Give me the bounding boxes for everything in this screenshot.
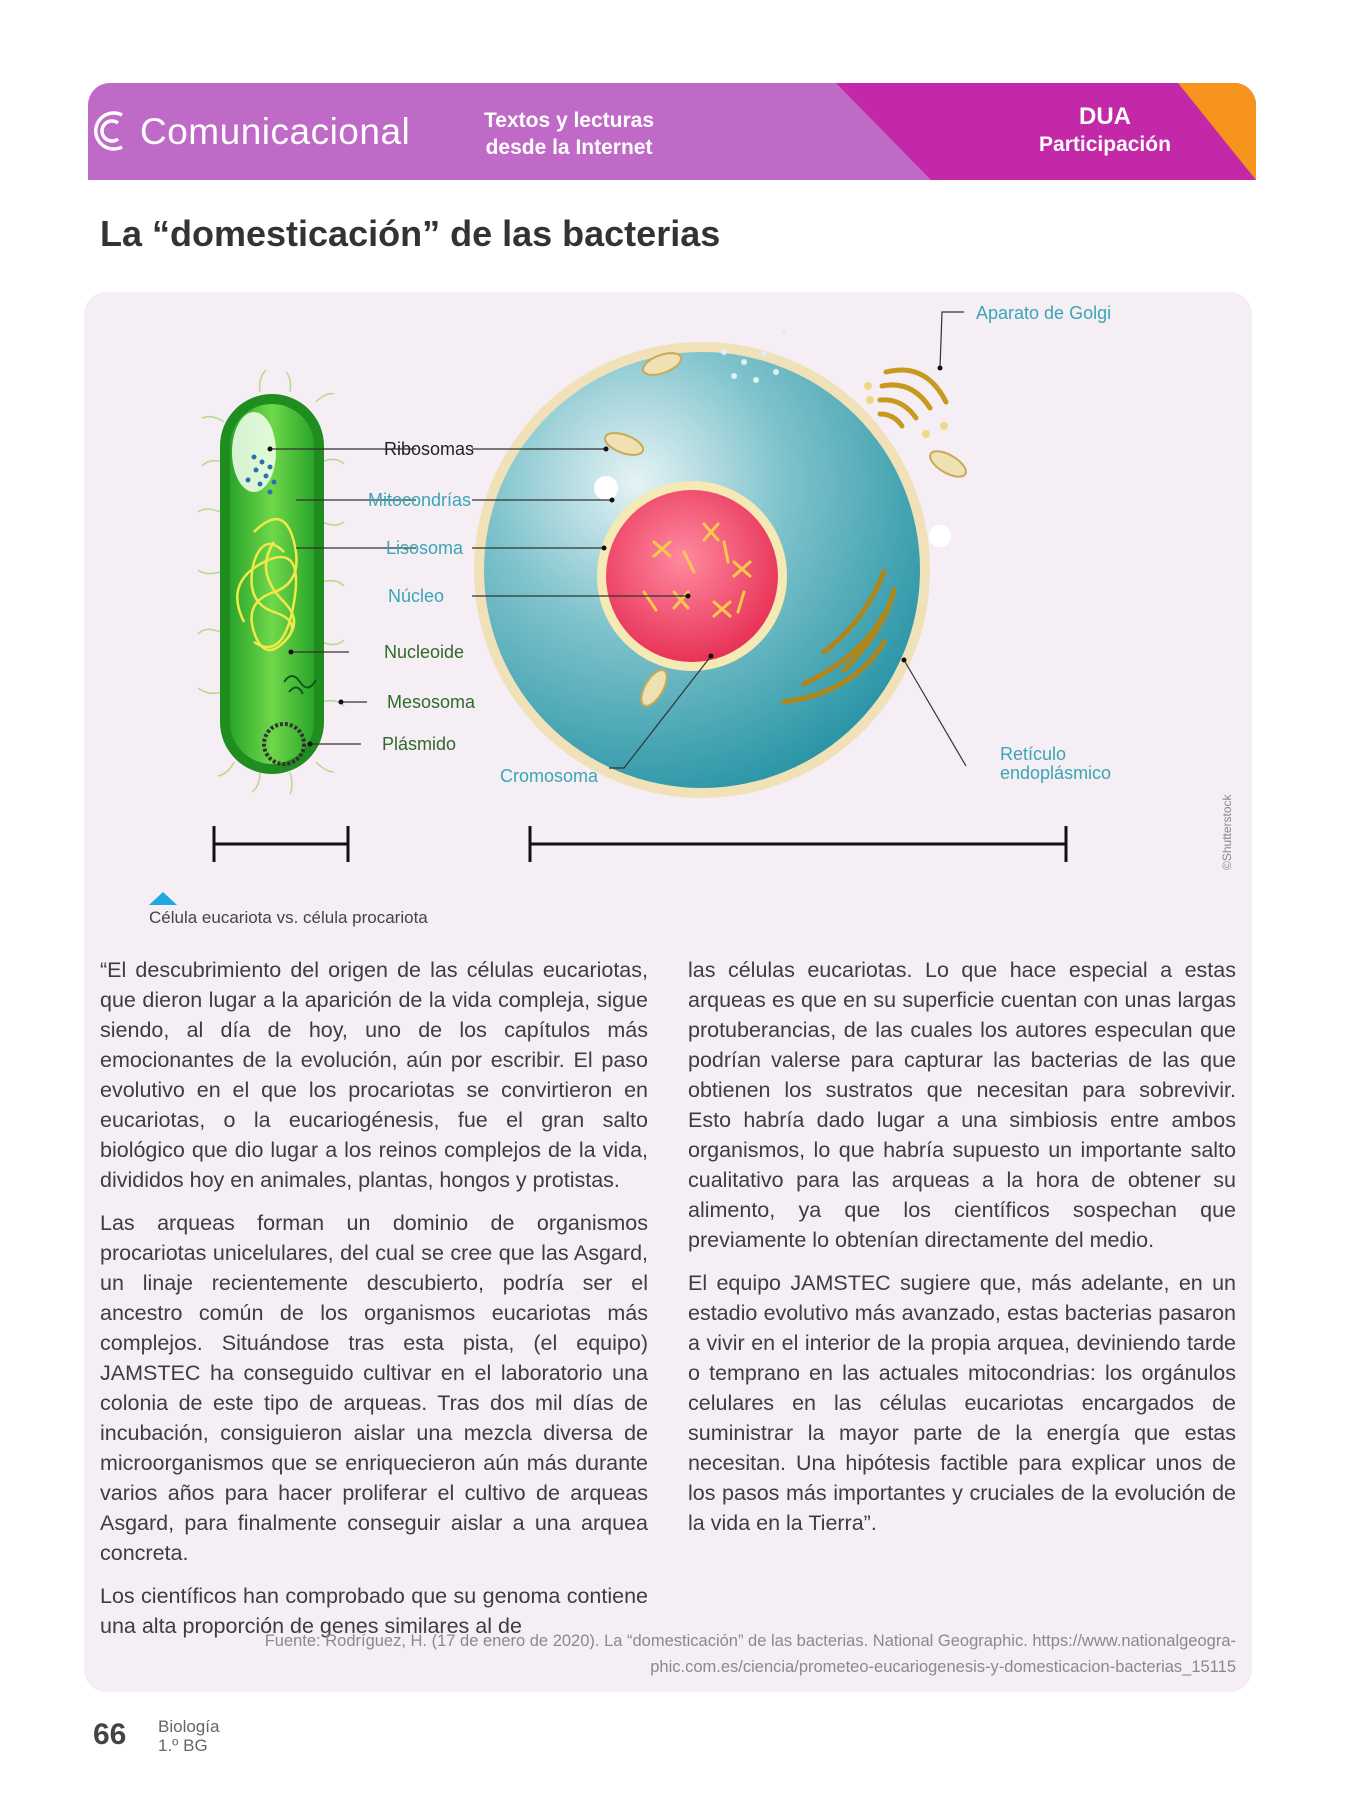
scale-bars: [214, 826, 1066, 862]
golgi-apparatus: [880, 370, 946, 426]
label-ribosomas: Ribosomas: [384, 439, 475, 459]
page-title: La “domesticación” de las bacterias: [100, 213, 721, 254]
label-cromosoma: Cromosoma: [500, 766, 599, 786]
figure-caption: Célula eucariota vs. célula procariota: [149, 908, 428, 927]
footer-book-info: [158, 1717, 219, 1755]
text-column-left: [100, 955, 648, 1654]
label-plasmido: Plásmido: [382, 734, 457, 754]
dua-badge: [986, 103, 1224, 159]
paragraph: Los científicos han comprobado que su genoma contiene una alta proporción de genes similares al de: [100, 1584, 648, 1638]
dua-label: DUA: [1079, 103, 1131, 130]
participacion-label: Participación: [1039, 133, 1171, 156]
prokaryote-cell: [198, 370, 344, 794]
text-column-right: [688, 955, 1236, 1551]
source-citation: [136, 1628, 1236, 1680]
label-golgi: Aparato de Golgi: [976, 303, 1112, 323]
section-header: [88, 83, 1256, 180]
footer-grade: 1.º BG: [158, 1736, 208, 1755]
label-nucleo: Núcleo: [388, 586, 445, 606]
section-subtitle: [484, 107, 654, 161]
label-mesosoma: Mesosoma: [387, 692, 476, 712]
brand-name: Comunicacional: [140, 111, 411, 152]
label-reticulo-1: Retículo: [1000, 744, 1067, 764]
paragraph: El equipo JAMSTEC sugiere que, más adelante, en un estadio evolutivo más avanzado, estas bacterias pasaron a vivir en el interior de la propia arquea, deviniendo tarde o temprano en las actuales mitocondrias: los orgánulos celulares en las células eucariotas encargados de suministrar la mayor parte de la energía que estas necesitan. Una hipótesis factible para explicar unos de los pasos más importantes y cruciales de la evolución de la vida en la Tierra”.: [688, 1271, 1236, 1535]
eukaryote-cell: [474, 329, 970, 798]
label-mitocondrias: Mitocondrías: [368, 490, 472, 510]
paragraph: Las arqueas forman un dominio de organismos procariotas unicelulares, del cual se cree que las Asgard, un linaje recientemente descubierto, podría ser el ancestro común de los organismos eucariotas más complejos. Situándose tras esta pista, (el equipo) JAMSTEC ha conseguido cultivar en el laboratorio una colonia de este tipo de arqueas. Tras dos mil días de incubación, consiguieron aislar una mezcla diversa de microorganismos que se enriquecieron aún más durante varios años para hacer proliferar el cultivo de arqueas Asgard, para finalmente conseguir aislar a una arquea concreta.: [100, 1211, 648, 1565]
source-line-1: Fuente: Rodríguez, H. (17 de enero de 2020). La “domesticación” de las bacterias. National Geographic. https://www.nationalgeogra-: [264, 1632, 1236, 1650]
label-nucleoide: Nucleoide: [384, 642, 465, 662]
comunicacional-logo-icon: [88, 101, 132, 161]
footer-subject: Biología: [158, 1717, 220, 1736]
subtitle-line-1: Textos y lecturas: [484, 109, 655, 132]
source-line-2: phic.com.es/ciencia/prometeo-eucariogenesis-y-domesticacion-bacterias_15115: [650, 1658, 1236, 1676]
caption-triangle-icon: [149, 892, 177, 905]
label-lisosoma: Lisosoma: [386, 538, 464, 558]
paragraph: las células eucariotas. Lo que hace especial a estas arqueas es que en su superficie cuentan con unas largas protuberancias, de las cuales los autores especulan que podrían valerse para capturar las bacterias de las que obtienen los sustratos que necesitan para sobrevivir. Esto habría dado lugar a una simbiosis entre ambos organismos, lo que habría supuesto un importante salto cualitativo para las arqueas a la hora de obtener su alimento, ya que los científicos sospechan que previamente lo obtenían directamente del medio.: [688, 958, 1236, 1252]
page-number: 66: [93, 1718, 127, 1751]
image-credit: ©Shutterstock: [1220, 794, 1234, 870]
paragraph: “El descubrimiento del origen de las células eucariotas, que dieron lugar a la aparición de la vida compleja, sigue siendo, al día de hoy, uno de los capítulos más emocionantes de la evolución, aún por escribir. El paso evolutivo en el que los procariotas se convirtieron en eucariotas, o la eucariogénesis, fue el gran salto biológico que dio lugar a los reinos complejos de la vida, divididos hoy en animales, plantas, hongos y protistas.: [100, 958, 648, 1192]
subtitle-line-2: desde la Internet: [485, 136, 653, 159]
label-reticulo-2: endoplásmico: [1000, 763, 1112, 783]
cell-comparison-diagram: [84, 292, 1252, 902]
